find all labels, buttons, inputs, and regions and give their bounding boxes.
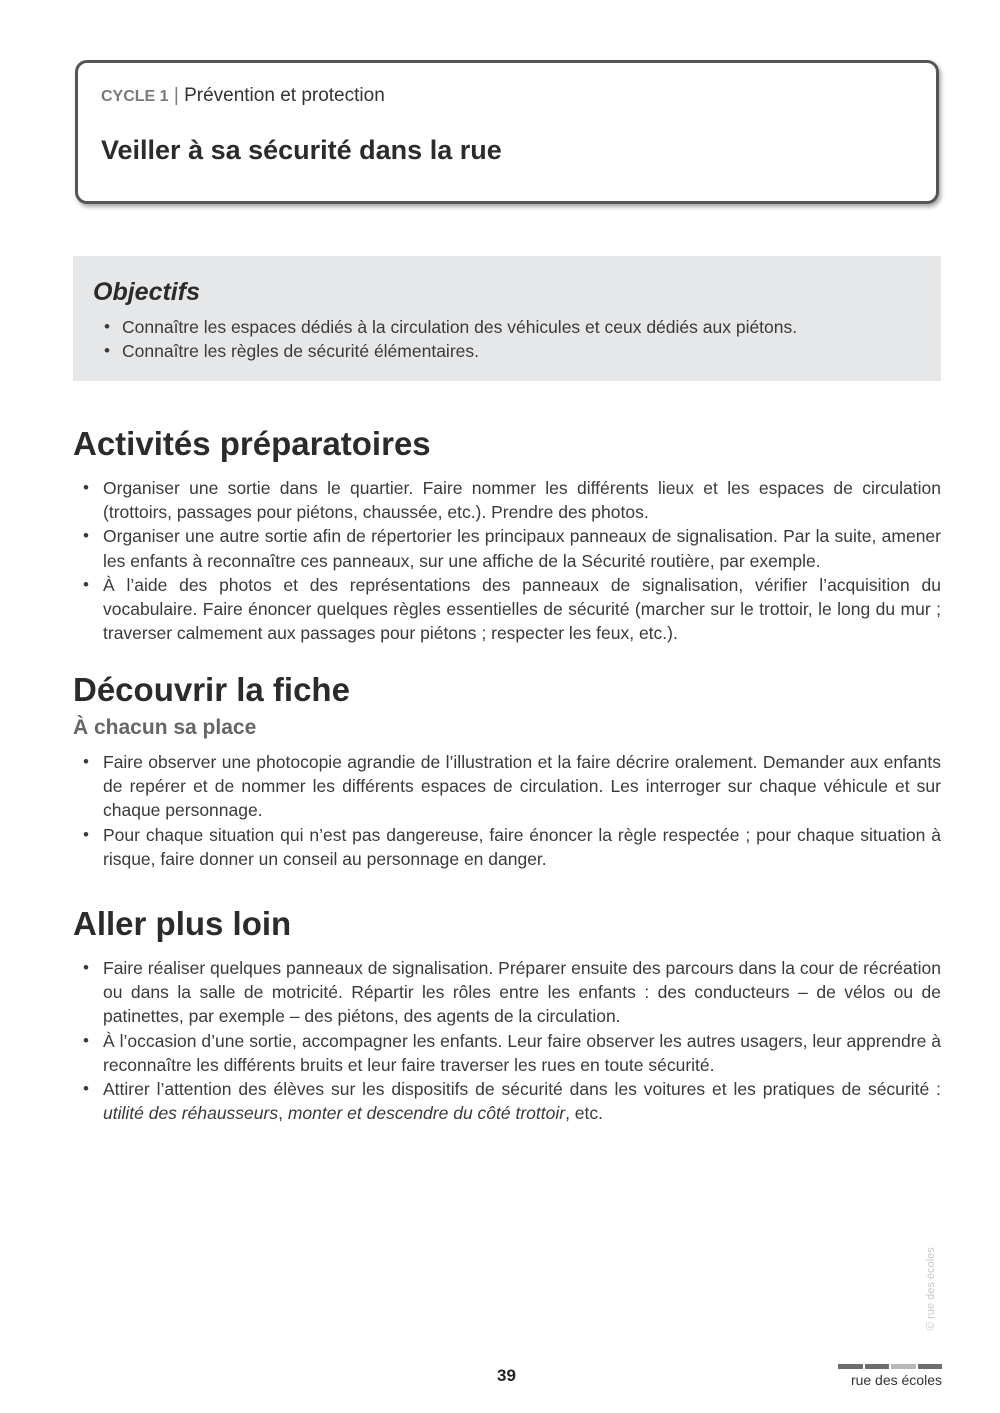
list-item bbox=[73, 524, 941, 572]
cycle-line bbox=[101, 85, 385, 107]
bullet-icon: • bbox=[83, 1030, 89, 1050]
header-box bbox=[75, 60, 939, 204]
objectifs-list bbox=[93, 315, 921, 363]
brand-name: rue des écoles bbox=[850, 1372, 942, 1388]
list-item-text bbox=[103, 1079, 941, 1123]
list-item-text: Faire réaliser quelques panneaux de signalisation. Préparer ensuite des parcours dans la cour de récréation ou dans la salle de motricité. Répartir les rôles entre les enfants : des conducteurs – de vélos ou de patinettes, par exemple – des piétons, des agents de la circulation. bbox=[103, 958, 941, 1027]
list-item bbox=[73, 573, 941, 646]
bullet-icon: • bbox=[83, 574, 89, 594]
list-item bbox=[73, 1077, 941, 1125]
bullet-icon: • bbox=[83, 752, 89, 771]
section-activites bbox=[73, 424, 941, 645]
list-item bbox=[73, 1029, 941, 1077]
aller-list bbox=[73, 956, 941, 1125]
bullet-icon: • bbox=[104, 341, 110, 360]
list-item-italic: monter et descendre du côté trottoir bbox=[287, 1103, 566, 1124]
list-item bbox=[73, 956, 941, 1029]
cycle-tag: CYCLE 1 bbox=[101, 88, 169, 105]
list-item-text: Connaître les règles de sécurité élémentaires. bbox=[122, 341, 479, 361]
bullet-icon: • bbox=[104, 317, 110, 336]
bullet-icon: • bbox=[83, 824, 89, 844]
activites-list bbox=[73, 476, 941, 645]
list-item-text: Connaître les espaces dédiés à la circulation des véhicules et ceux dédiés aux piétons. bbox=[122, 317, 798, 337]
bullet-icon: • bbox=[83, 478, 89, 497]
decouvrir-list bbox=[73, 750, 941, 871]
bullet-icon: • bbox=[83, 1079, 89, 1099]
brand-logo bbox=[838, 1364, 942, 1388]
list-item bbox=[93, 315, 921, 339]
list-item bbox=[73, 750, 941, 823]
section-subheading: À chacun sa place bbox=[73, 716, 257, 739]
list-item bbox=[73, 476, 941, 524]
list-item-tail: , etc. bbox=[565, 1103, 604, 1124]
subject-label: Prévention et protection bbox=[184, 85, 385, 106]
bullet-icon: • bbox=[83, 526, 89, 546]
section-heading: Aller plus loin bbox=[73, 905, 292, 942]
list-item-text: À l’occasion d’une sortie, accompagner les enfants. Leur faire observer les autres usagers, leur apprendre à reconnaître les différents bruits et leur faire traverser les rues en toute sécurité. bbox=[103, 1030, 941, 1075]
list-item-text: Pour chaque situation qui n’est pas dangereuse, faire énoncer la règle respectée ; pour chaque situation à risque, faire donner un conseil au personnage en danger. bbox=[103, 824, 941, 869]
objectifs-heading: Objectifs bbox=[93, 278, 200, 306]
page-number: 39 bbox=[497, 1366, 516, 1385]
page-title: Veiller à sa sécurité dans la rue bbox=[101, 135, 502, 165]
list-item-comma: , bbox=[278, 1103, 288, 1124]
bullet-icon: • bbox=[83, 958, 89, 977]
list-item bbox=[93, 339, 921, 363]
section-heading: Activités préparatoires bbox=[73, 425, 431, 462]
copyright-notice: © rue des écoles bbox=[925, 1247, 937, 1330]
brand-bars-icon bbox=[838, 1364, 942, 1369]
section-heading: Découvrir la fiche bbox=[73, 671, 350, 708]
list-item-text: À l’aide des photos et des représentations des panneaux de signalisation, vérifier l’acquisition du vocabulaire. Faire énoncer quelques règles essentielles de sécurité (marcher sur le trottoir, le long du mur ; traverser calmement aux passages pour piétons ; respecter les feux, etc.). bbox=[103, 574, 941, 644]
list-item-text: Organiser une autre sortie afin de répertorier les principaux panneaux de signalisation. Par la suite, amener les enfants à reconnaître ces panneaux, sur une affiche de la Sécurité routière, par exemple. bbox=[103, 526, 941, 571]
list-item-text: Organiser une sortie dans le quartier. Faire nommer les différents lieux et les espaces de circulation (trottoirs, passages pour piétons, chaussée, etc.). Prendre des photos. bbox=[103, 478, 941, 523]
list-item-italic: utilité des réhausseurs bbox=[103, 1103, 279, 1124]
section-decouvrir bbox=[73, 670, 941, 871]
list-item-lead: Attirer l’attention des élèves sur les dispositifs de sécurité dans les voitures et les pratiques de sécurité : bbox=[103, 1079, 941, 1100]
section-aller-plus-loin bbox=[73, 904, 941, 1125]
list-item-text: Faire observer une photocopie agrandie de l’illustration et la faire décrire oralement. Demander aux enfants de repérer et de nommer les différents espaces de circulation. Les interroger sur chaque véhicule et sur chaque personnage. bbox=[103, 752, 941, 821]
list-item bbox=[73, 823, 941, 871]
objectifs-box bbox=[73, 256, 941, 381]
cycle-separator: | bbox=[173, 85, 179, 106]
